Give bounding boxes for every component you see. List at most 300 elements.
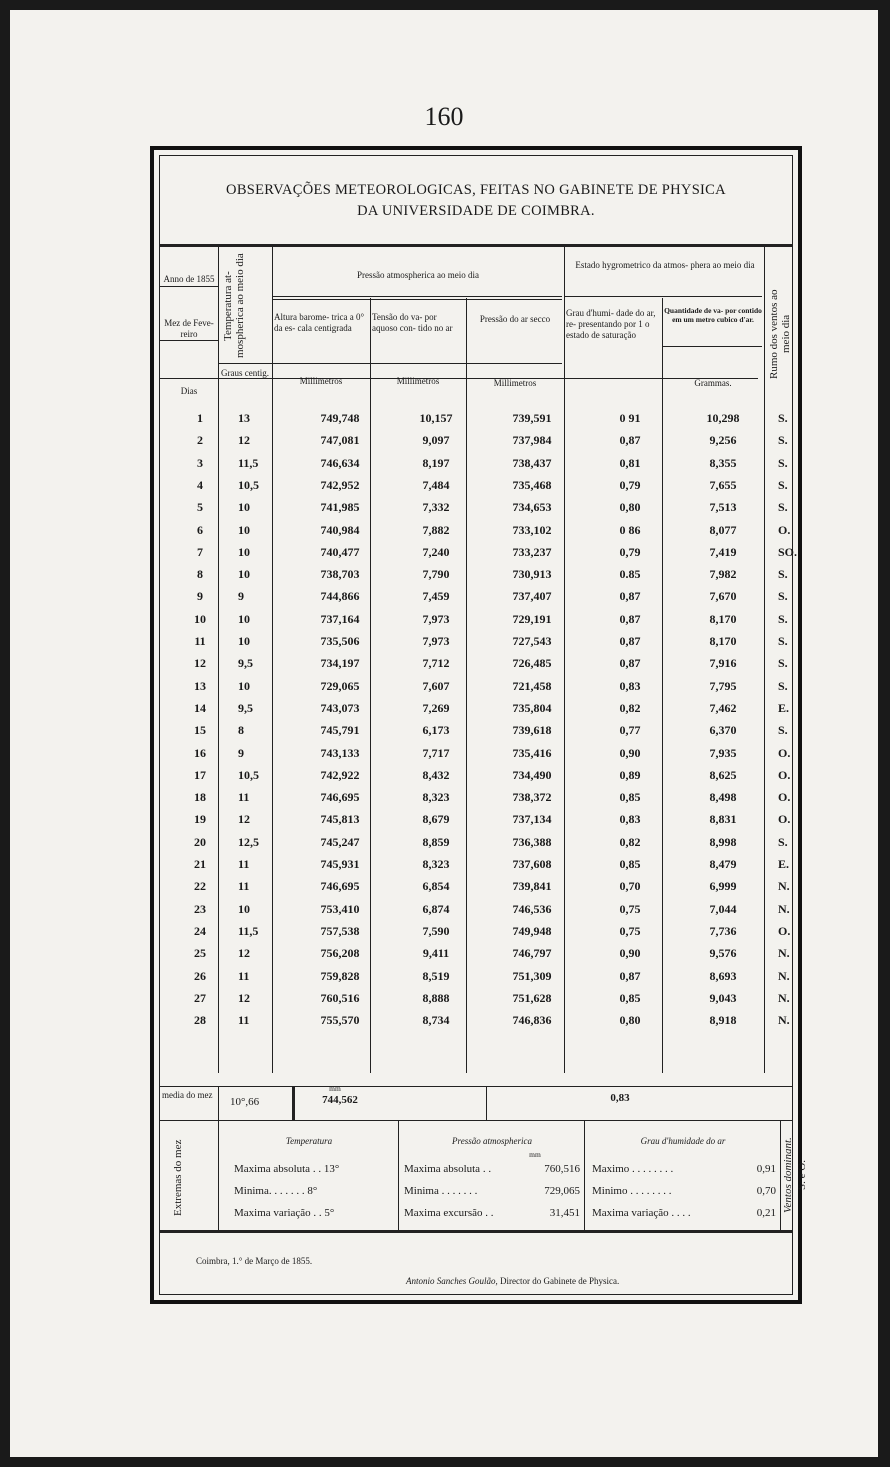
- cell-gram: 6,999: [709, 879, 737, 894]
- cell-alt: 740,984: [320, 522, 360, 537]
- cell-alt: 734,197: [320, 656, 360, 671]
- cell-pre: 746,536: [512, 901, 552, 916]
- table-row: [160, 456, 792, 478]
- ext-mm-unit: mm: [529, 1150, 541, 1159]
- cell-ten: 6,173: [422, 723, 450, 738]
- cell-rumo: S.: [778, 678, 788, 693]
- cell-dia: 28: [194, 1013, 206, 1028]
- cell-grau: 0,87: [619, 968, 641, 983]
- ext-grau-max-label: Maximo . . . . . . . .: [592, 1163, 674, 1175]
- cell-gram: 8,998: [709, 834, 737, 849]
- cell-rumo: S.: [778, 723, 788, 738]
- cell-ten: 8,323: [422, 790, 450, 805]
- table-row: [160, 656, 792, 678]
- cell-grau: 0,82: [619, 700, 641, 715]
- cell-temp: 10,5: [238, 767, 259, 782]
- table-row: [160, 701, 792, 723]
- ext-pre-exc-val: 31,451: [549, 1207, 580, 1219]
- table-row: [160, 589, 792, 611]
- cell-ten: 8,197: [422, 455, 450, 470]
- cell-alt: 749,748: [320, 411, 360, 425]
- ext-temperatura-title: Temperatura: [285, 1136, 333, 1146]
- cell-ten: 10,157: [419, 411, 453, 425]
- cell-gram: 8,077: [709, 522, 737, 537]
- table-row: [160, 790, 792, 812]
- table-row: [160, 500, 792, 522]
- cell-ten: 7,712: [422, 656, 450, 671]
- cell-ten: 6,854: [422, 879, 450, 894]
- table-title: [160, 180, 792, 222]
- footer-signature-name: Antonio Sanches Goulão,: [406, 1276, 498, 1286]
- cell-ten: 7,269: [422, 700, 450, 715]
- cell-dia: 1: [197, 411, 203, 425]
- cell-dia: 21: [194, 857, 206, 871]
- cell-ten: 7,790: [422, 567, 450, 582]
- ext-rule-1: [218, 1120, 219, 1230]
- cell-gram: 10,298: [706, 411, 740, 425]
- cell-grau: 0,87: [619, 589, 641, 604]
- cell-temp: 12: [238, 812, 250, 827]
- cell-ten: 8,734: [422, 1013, 450, 1028]
- cell-gram: 7,736: [709, 923, 737, 938]
- rule-pressao: [272, 296, 562, 297]
- cell-gram: 8,479: [709, 857, 737, 871]
- ext-pre-max-label: Maxima absoluta . .: [404, 1163, 492, 1175]
- cell-temp: 8: [238, 723, 244, 738]
- title-line-1: OBSERVAÇÕES METEOROLOGICAS, FEITAS NO GABINETE DE PHYSICA: [226, 182, 726, 198]
- rule-media-top: [160, 1086, 792, 1087]
- cell-gram: 7,655: [709, 477, 737, 492]
- cell-ten: 8,519: [422, 968, 450, 983]
- cell-rumo: S.: [778, 500, 788, 515]
- cell-ten: 7,240: [422, 544, 450, 559]
- cell-grau: 0,79: [619, 544, 641, 559]
- ext-grau-var-label: Maxima variação . . . .: [592, 1207, 691, 1219]
- cell-gram: 8,693: [709, 968, 737, 983]
- cell-grau: 0,87: [619, 656, 641, 671]
- rule-graus: [218, 363, 272, 364]
- table-row: [160, 812, 792, 834]
- cell-rumo: E.: [778, 857, 790, 871]
- cell-ten: 7,459: [422, 589, 450, 604]
- cell-ten: 7,607: [422, 678, 450, 693]
- ext-pressao-title: Pressão atmospherica: [452, 1136, 532, 1146]
- footer-place-date: Coimbra, 1.° de Março de 1855.: [196, 1256, 313, 1266]
- cell-pre: 739,841: [512, 879, 552, 894]
- cell-ten: 9,411: [422, 946, 450, 961]
- cell-pre: 735,804: [512, 700, 552, 715]
- cell-gram: 8,498: [709, 790, 737, 805]
- ext-ventos-label: Ventos dominant.: [782, 1137, 794, 1213]
- cell-gram: 8,831: [709, 812, 737, 827]
- ext-pre-min-val: 729,065: [544, 1185, 580, 1197]
- cell-gram: 7,935: [709, 745, 737, 760]
- cell-rumo: O.: [778, 522, 791, 537]
- table-row: [160, 902, 792, 924]
- cell-temp: 10: [238, 522, 250, 537]
- header-mm-3: Millimetros: [493, 378, 537, 388]
- cell-gram: 9,043: [709, 990, 737, 1005]
- cell-gram: 8,170: [709, 634, 737, 648]
- ext-grau-var: [592, 1202, 776, 1224]
- header-quantidade: Quantidade de va- por contido em um metro cubico d'ar.: [664, 306, 762, 324]
- media-label: media do mez: [162, 1090, 213, 1100]
- media-alt: 744,562: [322, 1094, 358, 1106]
- cell-pre: 739,591: [512, 411, 552, 425]
- cell-alt: 759,828: [320, 968, 360, 983]
- cell-rumo: S.: [778, 411, 788, 425]
- header-rumo: Rumo dos ventos ao meio dia: [768, 289, 792, 379]
- cell-dia: 7: [197, 544, 203, 559]
- cell-temp: 10,5: [238, 477, 259, 492]
- cell-dia: 3: [197, 455, 203, 470]
- ext-grau-max-val: 0,91: [756, 1163, 776, 1175]
- cell-dia: 24: [194, 923, 206, 938]
- cell-rumo: O.: [778, 812, 791, 827]
- cell-dia: 9: [197, 589, 203, 604]
- cell-temp: 9: [238, 745, 244, 760]
- cell-dia: 5: [197, 500, 203, 515]
- cell-ten: 7,973: [422, 611, 450, 626]
- table-row: [160, 433, 792, 455]
- cell-alt: 745,813: [320, 812, 360, 827]
- media-rule-1: [218, 1086, 219, 1120]
- cell-grau: 0.85: [619, 567, 641, 582]
- page-number: 160: [424, 102, 464, 131]
- cell-dia: 25: [194, 946, 206, 961]
- cell-pre: 727,543: [512, 634, 552, 648]
- cell-grau: 0,85: [619, 857, 641, 871]
- cell-alt: 755,570: [320, 1013, 360, 1028]
- cell-temp: 10: [238, 567, 250, 582]
- cell-gram: 7,044: [709, 901, 737, 916]
- cell-alt: 760,516: [320, 990, 360, 1005]
- cell-grau: 0,75: [619, 901, 641, 916]
- cell-grau: 0,79: [619, 477, 641, 492]
- cell-rumo: S.: [778, 589, 788, 604]
- footer-signature: [406, 1276, 806, 1287]
- cell-temp: 10: [238, 500, 250, 515]
- cell-gram: 8,918: [709, 1013, 737, 1028]
- cell-pre: 726,485: [512, 656, 552, 671]
- cell-grau: 0,87: [619, 433, 641, 448]
- cell-pre: 746,797: [512, 946, 552, 961]
- cell-rumo: SO.: [778, 544, 798, 559]
- cell-temp: 12: [238, 433, 250, 448]
- header-tensao: Tensão do va- por aquoso con- tido no ar: [372, 312, 453, 333]
- cell-grau: 0,80: [619, 1013, 641, 1028]
- cell-grau: 0 91: [619, 411, 641, 425]
- ext-label: Extremas do mez: [172, 1139, 184, 1217]
- header-mm-2: Millimetros: [396, 376, 440, 386]
- cell-pre: 737,134: [512, 812, 552, 827]
- ext-grau-min-val: 0,70: [756, 1185, 776, 1197]
- cell-pre: 751,309: [512, 968, 552, 983]
- cell-grau: 0,85: [619, 990, 641, 1005]
- cell-alt: 753,410: [320, 901, 360, 916]
- cell-grau: 0,81: [619, 455, 641, 470]
- cell-ten: 8,432: [422, 767, 450, 782]
- cell-temp: 10: [238, 634, 250, 648]
- ext-rule-4: [780, 1120, 781, 1230]
- ext-grau-min-label: Minimo . . . . . . . .: [592, 1185, 672, 1197]
- cell-pre: 746,836: [512, 1013, 552, 1028]
- cell-temp: 11: [238, 857, 250, 871]
- cell-rumo: O.: [778, 767, 791, 782]
- cell-ten: 9,097: [422, 433, 450, 448]
- cell-rumo: S.: [778, 477, 788, 492]
- cell-alt: 745,791: [320, 723, 360, 738]
- table-row: [160, 612, 792, 634]
- cell-rumo: N.: [778, 990, 790, 1005]
- ext-grau-max: [592, 1158, 776, 1180]
- ext-temp-max: Maxima absoluta . . 13°: [234, 1163, 340, 1175]
- table-row: [160, 969, 792, 991]
- cell-pre: 734,490: [512, 767, 552, 782]
- cell-alt: 729,065: [320, 678, 360, 693]
- cell-temp: 10: [238, 544, 250, 559]
- cell-temp: 11: [238, 879, 250, 894]
- table-row: [160, 567, 792, 589]
- rule-mez: [160, 340, 218, 341]
- cell-dia: 22: [194, 879, 206, 894]
- rule-pressao-2: [272, 299, 562, 300]
- cell-gram: 7,982: [709, 567, 737, 582]
- ext-pre-max: [404, 1158, 580, 1180]
- cell-ten: 8,859: [422, 834, 450, 849]
- cell-gram: 7,916: [709, 656, 737, 671]
- cell-alt: 746,634: [320, 455, 360, 470]
- cell-pre: 738,372: [512, 790, 552, 805]
- table-row: [160, 857, 792, 879]
- cell-dia: 27: [194, 990, 206, 1005]
- cell-gram: 8,170: [709, 611, 737, 626]
- ext-pressao-list: [404, 1158, 580, 1224]
- cell-grau: 0,89: [619, 767, 641, 782]
- table-row: [160, 746, 792, 768]
- cell-dia: 13: [194, 678, 206, 693]
- cell-grau: 0,70: [619, 879, 641, 894]
- cell-grau: 0,82: [619, 834, 641, 849]
- cell-ten: 7,332: [422, 500, 450, 515]
- cell-grau: 0,90: [619, 946, 641, 961]
- cell-gram: 7,462: [709, 700, 737, 715]
- cell-grau: 0,85: [619, 790, 641, 805]
- cell-ten: 8,323: [422, 857, 450, 871]
- table-inner: [159, 155, 808, 1295]
- cell-alt: 737,164: [320, 611, 360, 626]
- cell-alt: 745,931: [320, 857, 360, 871]
- cell-alt: 746,695: [320, 879, 360, 894]
- footer-signature-title: Director do Gabinete de Physica.: [500, 1276, 620, 1286]
- cell-pre: 751,628: [512, 990, 552, 1005]
- cell-ten: 8,679: [422, 812, 450, 827]
- media-temp: 10°,66: [230, 1096, 260, 1108]
- cell-pre: 737,984: [512, 433, 552, 448]
- table-row: [160, 634, 792, 656]
- cell-grau: 0,90: [619, 745, 641, 760]
- rule-mm: [272, 363, 562, 364]
- cell-dia: 14: [194, 700, 206, 715]
- cell-dia: 6: [197, 522, 203, 537]
- cell-grau: 0,77: [619, 723, 641, 738]
- cell-gram: 7,795: [709, 678, 737, 693]
- cell-dia: 17: [194, 767, 206, 782]
- cell-pre: 739,618: [512, 723, 552, 738]
- cell-temp: 10: [238, 901, 250, 916]
- cell-rumo: N.: [778, 946, 790, 961]
- cell-grau: 0,83: [619, 812, 641, 827]
- header-mez: Mez de Feve- reiro: [164, 318, 214, 339]
- cell-temp: 11: [238, 1013, 250, 1028]
- cell-pre: 734,653: [512, 500, 552, 515]
- cell-temp: 12: [238, 990, 250, 1005]
- cell-dia: 2: [197, 433, 203, 448]
- ext-pre-min: [404, 1180, 580, 1202]
- cell-temp: 9,5: [238, 700, 253, 715]
- ext-temp-min: Minima. . . . . . . 8°: [234, 1185, 318, 1197]
- cell-rumo: S.: [778, 611, 788, 626]
- table-row: [160, 1013, 792, 1035]
- cell-ten: 7,717: [422, 745, 450, 760]
- cell-rumo: S.: [778, 634, 788, 648]
- cell-rumo: N.: [778, 968, 790, 983]
- cell-alt: 742,922: [320, 767, 360, 782]
- cell-temp: 11: [238, 790, 250, 805]
- cell-pre: 736,388: [512, 834, 552, 849]
- rule-anno: [160, 286, 218, 287]
- cell-dia: 20: [194, 834, 206, 849]
- rule-media-bottom: [160, 1120, 792, 1121]
- ext-ventos-val: S. e O.: [796, 1160, 808, 1190]
- header-graus: Graus centig.: [221, 368, 269, 378]
- cell-ten: 7,484: [422, 477, 450, 492]
- header-altura: Altura barome- trica a 0° da es- cala centigrada: [274, 312, 365, 333]
- table-row: [160, 544, 798, 567]
- rule-estado: [564, 296, 762, 297]
- cell-alt: 742,952: [320, 477, 360, 492]
- cell-ten: 7,590: [422, 923, 450, 938]
- rule-quantidade: [662, 346, 762, 347]
- cell-ten: 7,882: [422, 522, 450, 537]
- ext-pre-exc-label: Maxima excursão . .: [404, 1207, 494, 1219]
- table-row: [160, 835, 792, 857]
- cell-ten: 8,888: [422, 990, 450, 1005]
- cell-alt: 745,247: [320, 834, 360, 849]
- cell-rumo: N.: [778, 879, 790, 894]
- cell-temp: 12: [238, 946, 250, 961]
- table-row: [160, 991, 792, 1013]
- rule-ext-bottom: [160, 1230, 792, 1233]
- cell-alt: 756,208: [320, 946, 360, 961]
- cell-rumo: E.: [778, 700, 790, 715]
- cell-grau: 0,83: [619, 678, 641, 693]
- table-row: [160, 723, 792, 745]
- table-row: [160, 411, 792, 433]
- ext-pre-min-label: Minima . . . . . . .: [404, 1185, 478, 1197]
- cell-alt: 746,695: [320, 790, 360, 805]
- table-row: [160, 924, 792, 946]
- cell-pre: 729,191: [512, 611, 552, 626]
- table-row: [160, 478, 792, 500]
- cell-grau: 0 86: [619, 522, 641, 537]
- cell-dia: 12: [194, 656, 206, 671]
- cell-pre: 735,468: [512, 477, 552, 492]
- ext-grau-min: [592, 1180, 776, 1202]
- cell-temp: 11: [238, 968, 250, 983]
- cell-rumo: O.: [778, 745, 791, 760]
- cell-alt: 735,506: [320, 634, 360, 648]
- cell-rumo: O.: [778, 790, 791, 805]
- cell-temp: 12,5: [238, 834, 259, 849]
- cell-rumo: S.: [778, 656, 788, 671]
- header-grammas: Grammas.: [694, 378, 732, 388]
- cell-dia: 8: [197, 567, 203, 582]
- table-frame: [150, 146, 808, 1304]
- cell-dia: 23: [194, 901, 206, 916]
- cell-temp: 9,5: [238, 656, 253, 671]
- cell-dia: 26: [194, 968, 206, 983]
- header-estado: Estado hygrometrico da atmos- phera ao meio dia: [575, 260, 755, 270]
- header-mm-1: Millimetros: [299, 376, 343, 386]
- header-temperatura: Temperatura at- mospherica ao meio dia: [222, 253, 246, 359]
- cell-rumo: N.: [778, 1013, 790, 1028]
- cell-temp: 9: [238, 589, 244, 604]
- cell-pre: 737,608: [512, 857, 552, 871]
- cell-alt: 738,703: [320, 567, 360, 582]
- cell-dia: 16: [194, 745, 206, 760]
- media-rule-2: [292, 1086, 295, 1120]
- cell-rumo: S.: [778, 567, 788, 582]
- title-line-2: DA UNIVERSIDADE DE COIMBRA.: [357, 203, 595, 219]
- cell-temp: 13: [238, 411, 250, 425]
- table-row: [160, 879, 792, 901]
- cell-pre: 737,407: [512, 589, 552, 604]
- cell-pre: 749,948: [512, 923, 552, 938]
- cell-rumo: O.: [778, 923, 791, 938]
- media-mm-unit: mm: [329, 1084, 341, 1093]
- cell-dia: 10: [194, 611, 206, 626]
- cell-gram: 8,625: [709, 767, 737, 782]
- cell-pre: 721,458: [512, 678, 552, 693]
- cell-pre: 730,913: [512, 567, 552, 582]
- table-row: [160, 679, 792, 701]
- table-row: [160, 523, 792, 545]
- cell-temp: 11,5: [238, 923, 259, 938]
- cell-pre: 733,102: [512, 522, 552, 537]
- cell-temp: 10: [238, 678, 250, 693]
- ext-pre-exc: [404, 1202, 580, 1224]
- cell-grau: 0,87: [619, 611, 641, 626]
- cell-gram: 7,419: [709, 544, 737, 559]
- cell-alt: 741,985: [320, 500, 360, 515]
- header-top-rule: [160, 244, 792, 247]
- cell-rumo: N.: [778, 901, 790, 916]
- cell-rumo: S.: [778, 455, 788, 470]
- cell-gram: 6,370: [709, 723, 737, 738]
- header-pressao: Pressão atmospherica ao meio dia: [357, 270, 479, 280]
- cell-grau: 0,87: [619, 634, 641, 648]
- cell-temp: 11,5: [238, 455, 259, 470]
- cell-alt: 744,866: [320, 589, 360, 604]
- cell-pre: 735,416: [512, 745, 552, 760]
- table-row: [160, 768, 792, 790]
- cell-gram: 8,355: [709, 455, 737, 470]
- ext-rule-3: [584, 1120, 585, 1230]
- ext-temperatura-list: [234, 1158, 396, 1224]
- cell-dia: 4: [197, 477, 203, 492]
- header-dias: Dias: [180, 386, 198, 396]
